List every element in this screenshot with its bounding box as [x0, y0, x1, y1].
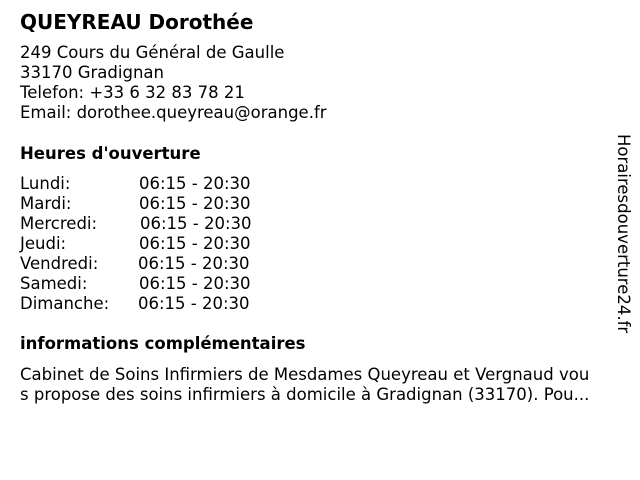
day-label: Dimanche:	[20, 294, 110, 313]
day-label: Mercredi:	[20, 214, 98, 233]
time-range: 06:15 - 20:30	[139, 174, 251, 193]
opening-hours-heading: Heures d'ouverture	[20, 144, 201, 163]
business-name: QUEYREAU Dorothée	[20, 10, 254, 34]
additional-info-text	[20, 365, 630, 405]
day-label: Vendredi:	[20, 254, 99, 273]
day-label: Samedi:	[20, 274, 88, 293]
city-postcode: 33170 Gradignan	[20, 63, 164, 82]
time-range: 06:15 - 20:30	[139, 194, 251, 213]
day-label: Jeudi:	[20, 234, 67, 253]
time-range: 06:15 - 20:30	[138, 294, 250, 313]
time-range: 06:15 - 20:30	[138, 254, 250, 273]
day-label: Mardi:	[20, 194, 72, 213]
info-text-line: s propose des soins infirmiers à domicile à Gradignan (33170). Pou...	[20, 385, 590, 404]
phone-number: Telefon: +33 6 32 83 78 21	[20, 83, 245, 102]
street-address: 249 Cours du Général de Gaulle	[20, 43, 285, 62]
time-range: 06:15 - 20:30	[139, 274, 251, 293]
additional-info-heading: informations complémentaires	[20, 334, 306, 353]
site-watermark: Horairesdouverture24.fr	[614, 134, 633, 334]
email-address: Email: dorothee.queyreau@orange.fr	[20, 103, 327, 122]
contact-block	[20, 43, 327, 123]
time-range: 06:15 - 20:30	[139, 234, 251, 253]
info-text-line: Cabinet de Soins Infirmiers de Mesdames Queyreau et Vergnaud vou	[20, 365, 590, 384]
time-range: 06:15 - 20:30	[140, 214, 252, 233]
day-label: Lundi:	[20, 174, 71, 193]
